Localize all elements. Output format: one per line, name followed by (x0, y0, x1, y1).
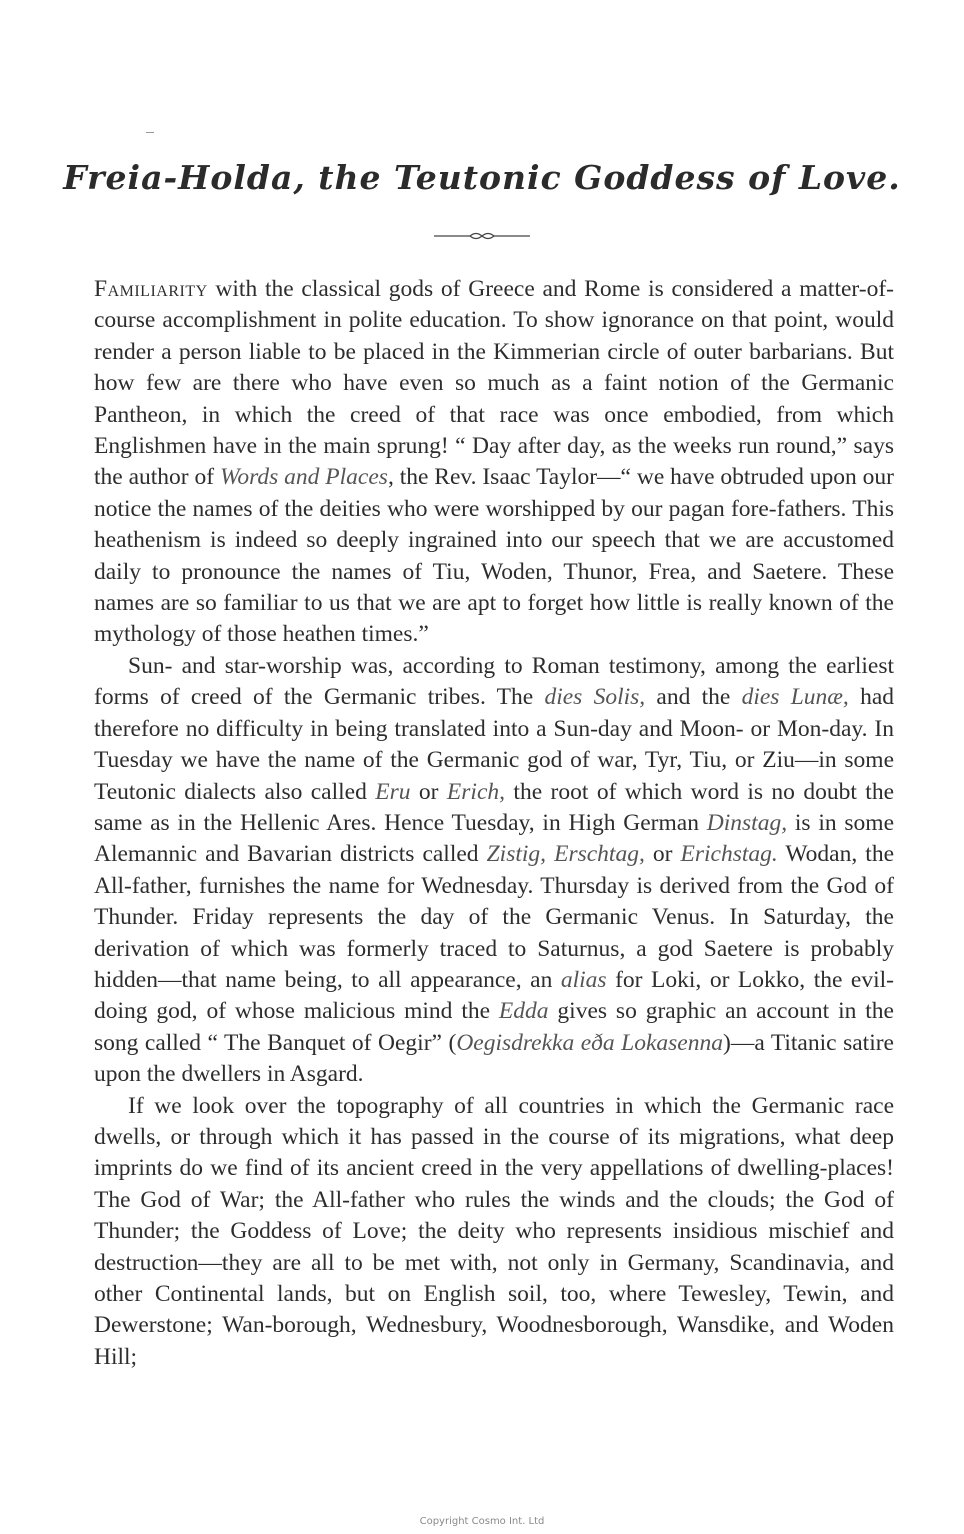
article-body (94, 274, 894, 1373)
title-ornament-divider (432, 228, 532, 244)
article-title: Freia-Holda, the Teutonic Goddess of Love. (63, 158, 901, 197)
printer-mark (146, 132, 154, 133)
paragraph-1: Familiarity with the classical gods of Greece and Rome is considered a matter-of-course accomplishment in polite education. To show ignorance on that point, would render a person liable to be placed in the Kimmerian circle of outer barbarians. But how few are there who have even so much as a faint notion of the Germanic Pantheon, in which the creed of that race was once embodied, from which Englishmen have in the main sprung! “ Day after day, as the weeks run round,” says the author of Words and Places, the Rev. Isaac Taylor—“ we have obtruded upon our notice the names of the deities who were worshipped by our pagan fore-fathers. This heathenism is indeed so deeply ingrained into our speech that we are accustomed daily to pronounce the names of Tiu, Woden, Thunor, Frea, and Saetere. These names are so familiar to us that we are apt to forget how little is really known of the mythology of those heathen times.” (94, 276, 894, 648)
lead-word: Familiarity (94, 276, 208, 302)
paragraph-3: If we look over the topography of all countries in which the Germanic race dwells, or through which it has passed in the course of its migrations, what deep imprints do we find of its ancient creed in the very appellations of dwelling-places! The God of War; the All-father who rules the winds and the clouds; the God of Thunder; the Goddess of Love; the deity who represents insidious mischief and destruction—they are all to be met with, not only in Germany, Scandinavia, and other Continental lands, but on English soil, too, where Tewesley, Tewin, and Dewerstone; Wan-borough, Wednesbury, Woodnesborough, Wansdike, and Woden Hill; (94, 1092, 894, 1370)
book-title: Words and Places (219, 464, 388, 491)
paragraph-2: Sun- and star-worship was, according to Roman testimony, among the earliest forms of creed of the Germanic tribes. The dies Solis, and the dies Lunæ, had therefore no difficulty in being translated into a Sun-day and Moon- or Mon-day. In Tuesday we have the name of the Germanic god of war, Tyr, Tiu, or Ziu—in some Teutonic dialects also called Eru or Erich, the root of which word is no doubt the same as in the Hellenic Ares. Hence Tuesday, in High German Dinstag, is in some Alemannic and Bavarian districts called Zistig, Erschtag, or Erichstag. Wodan, the All-father, furnishes the name for Wednesday. Thursday is derived from the God of Thunder. Friday represents the day of the Germanic Venus. In Saturday, the derivation of which was formerly traced to Saturnus, a god Saetere is probably hidden—that name being, to all appearance, an alias for Loki, or Lokko, the evil-doing god, of whose malicious mind the Edda gives so graphic an account in the song called “ The Banquet of Oegir” (Oegisdrekka eða Lokasenna)—a Titanic satire upon the dwellers in Asgard. (94, 652, 895, 1088)
copyright-credit: Copyright Cosmo Int. Ltd (419, 1516, 545, 1527)
